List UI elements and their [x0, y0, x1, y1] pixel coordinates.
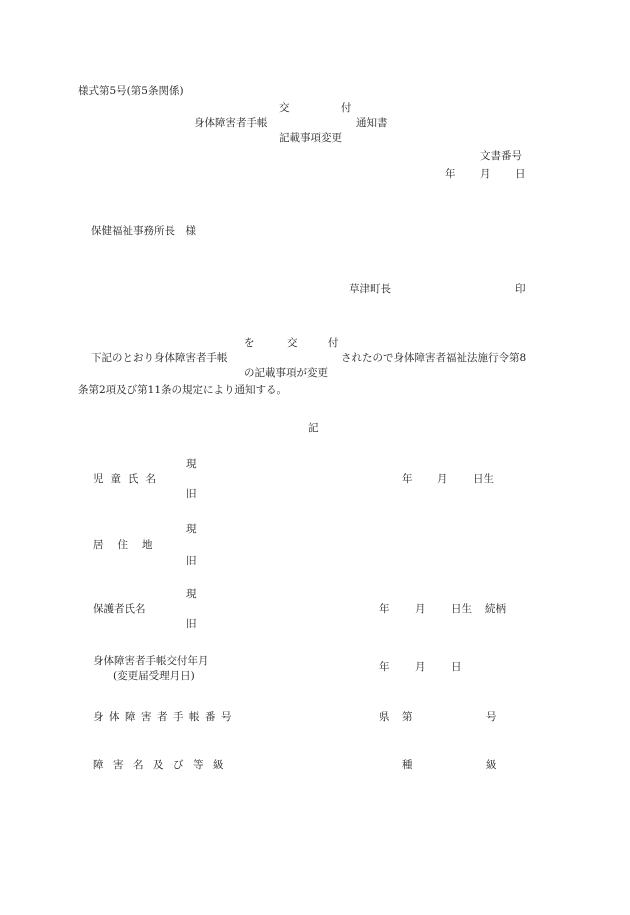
residence-label: 居住地 [93, 539, 167, 551]
form-label: 様式第5号(第5条関係) [78, 85, 184, 97]
guardian-month: 月 [415, 603, 426, 615]
seal: 印 [515, 283, 526, 295]
child-former-mark: 旧 [186, 488, 197, 500]
title-lower: 記載事項変更 [279, 132, 342, 144]
child-day-born: 日生 [473, 473, 494, 485]
issue-month: 月 [415, 661, 426, 673]
date-year: 年 [445, 168, 456, 180]
guardian-relation: 続柄 [485, 603, 506, 615]
handbook-pref: 県 [379, 711, 390, 723]
guardian-year: 年 [379, 603, 390, 615]
guardian-current-mark: 現 [186, 588, 197, 600]
addressee: 保健福祉事務所長 様 [91, 225, 196, 237]
body-upper-c: 付 [328, 337, 339, 349]
handbook-number-label: 身体障害者手帳番号 [93, 711, 237, 723]
disability-shu: 種 [402, 759, 413, 771]
guardian-name-label: 保護者氏名 [93, 603, 146, 615]
title-upper-right: 付 [341, 102, 352, 114]
body-line1-left: 下記のとおり身体障害者手帳 [91, 352, 228, 364]
sender: 草津町長 [349, 283, 391, 295]
title-main-right: 通知書 [356, 117, 388, 129]
child-month: 月 [437, 473, 448, 485]
issue-date-sublabel: (変更届受理月日) [113, 670, 195, 682]
handbook-go: 号 [486, 711, 497, 723]
child-current-mark: 現 [186, 458, 197, 470]
date-month: 月 [480, 168, 491, 180]
body-line1-right: されたので身体障害者福祉法施行令第8 [341, 352, 527, 364]
residence-current-mark: 現 [186, 523, 197, 535]
disability-label: 障害名及び等級 [93, 759, 233, 771]
guardian-day-born: 日生 [451, 603, 472, 615]
date-day: 日 [515, 168, 526, 180]
doc-number-label: 文書番号 [480, 150, 522, 162]
handbook-dai: 第 [402, 711, 413, 723]
issue-year: 年 [379, 661, 390, 673]
body-upper-a: を [244, 337, 255, 349]
issue-date-label: 身体障害者手帳交付年月 [93, 655, 209, 667]
body-upper-b: 交 [287, 337, 298, 349]
disability-kyu: 級 [486, 759, 497, 771]
guardian-former-mark: 旧 [186, 618, 197, 630]
child-year: 年 [402, 473, 413, 485]
child-name-label: 児童氏名 [93, 473, 163, 485]
title-upper-left: 交 [279, 102, 290, 114]
residence-former-mark: 旧 [186, 555, 197, 567]
ki-heading: 記 [308, 422, 319, 434]
issue-day: 日 [451, 661, 462, 673]
body-lower: の記載事項が変更 [244, 367, 328, 379]
body-line2: 条第2項及び第11条の規定により通知する。 [78, 384, 288, 396]
title-main-left: 身体障害者手帳 [194, 117, 268, 129]
